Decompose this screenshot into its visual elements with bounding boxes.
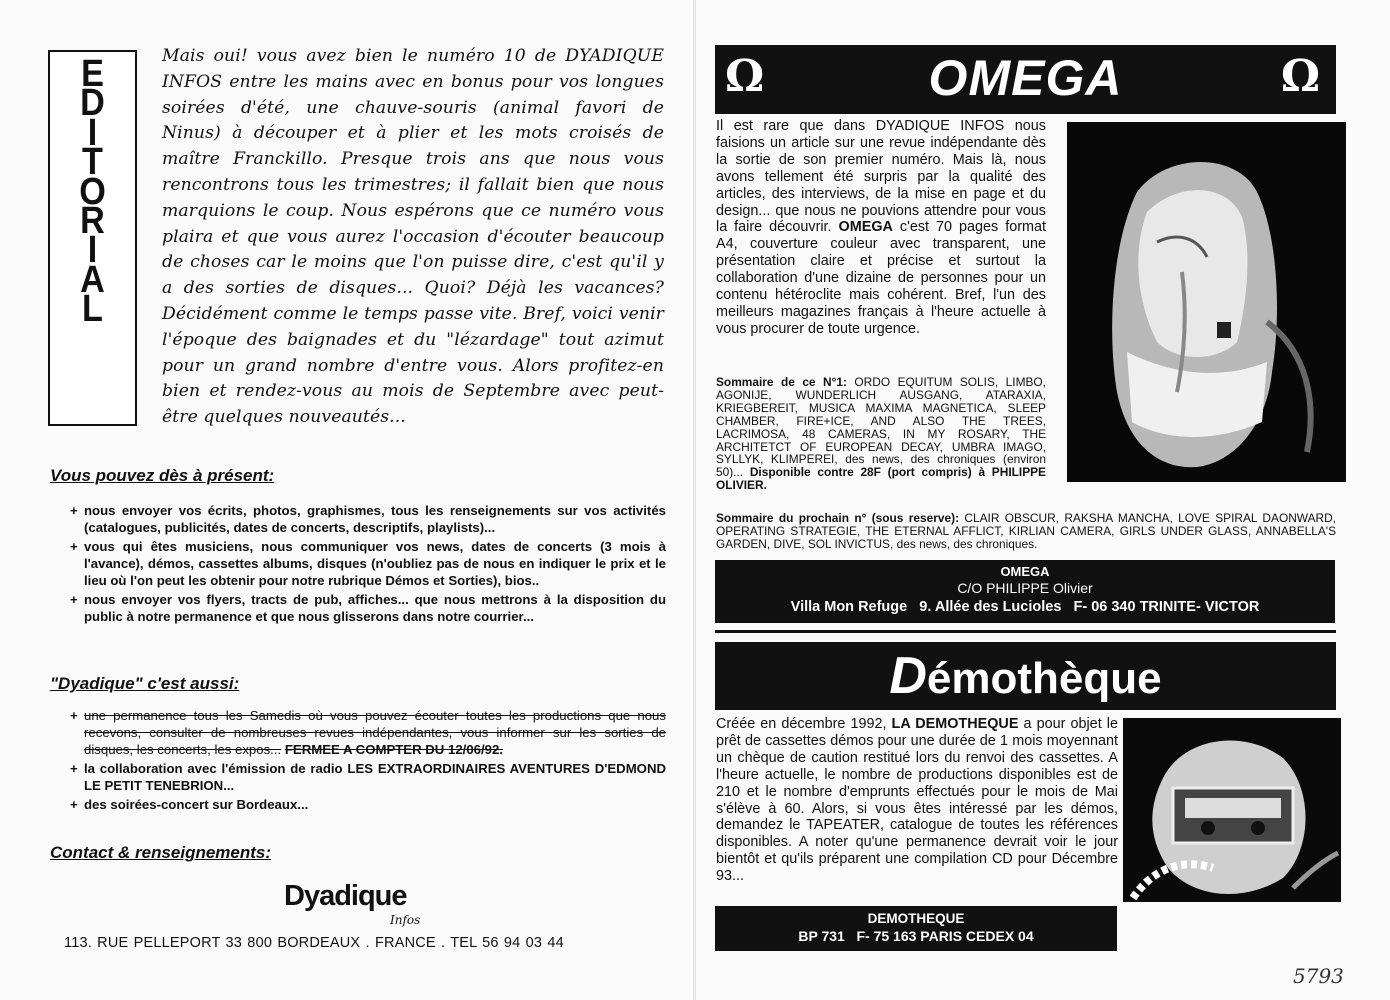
bullet-plus: +	[70, 592, 78, 607]
list-item-text: nous envoyer vos flyers, tracts de pub, affiches... que nous mettrons à la disposition du public à notre permanence et que nous glisserons dans notre courrier...	[84, 592, 666, 624]
sommaire-1-label: Sommaire de ce N°1:	[716, 375, 847, 389]
list-item-text: des soirées-concert sur Bordeaux...	[84, 797, 309, 812]
list-item	[70, 796, 666, 813]
struck-note: FERMEE A COMPTER DU 12/06/92.	[284, 742, 503, 757]
omega-text-part: c'est 70 pages format A4, couverture couleur avec transparent, une présentation claire et précise et surtout la collaboration d'une dizaine de personnes pour un contenu hétéroclite mais cohérent. Bref, l'un des meilleurs magazines français à l'heure actuelle à vous procurer de toute urgence.	[716, 219, 1046, 337]
editorial-letter: A	[80, 258, 105, 301]
list-item	[70, 591, 666, 625]
editorial-heading	[50, 53, 135, 331]
omega-sommaire-1	[716, 376, 1046, 492]
right-page	[695, 0, 1390, 1000]
list-item	[70, 760, 666, 794]
editorial-text: Mais oui! vous avez bien le numéro 10 de DYADIQUE INFOS entre les mains avec en bonus pour vos longues soirées d'été, une chauve-souris (animal favori de Ninus) à découper et à plier et les mots croisés de maître Franckillo. Presque trois ans que nous vous rencontrons tous les trimestres; il fallait bien que nous marquions le coup. Nous espérons que ce numéro vous plaira et que vous aurez l'occasion d'écouter beaucoup de choses car le moins que l'on puisse dire, c'est qu'il y a des sorties de disques... Quoi? Déjà les vacances? Décidément comme le temps passe vite. Bref, voici venir l'époque des baignades et du "lézardage" tout azimut pour un grand nombre d'entre vous. Alors profitez-en bien et rendez-vous au mois de Septembre avec peut-être quelques nouveautés...	[162, 46, 664, 428]
section-divider	[715, 630, 1336, 633]
sommaire-2-text: CLAIR OBSCUR, RAKSHA MANCHA, LOVE SPIRAL DAONWARD, OPERATING STRATEGIE, THE ETERNAL AFFLICT, KIRLIAN CAMERA, GIRLS UNDER GLASS, ANNABELLA'S GARDEN, DIVE, SOL INVICTUS, des news, des chroniques.	[716, 511, 1336, 551]
editorial-heading-box	[48, 50, 137, 426]
omega-banner	[715, 45, 1336, 114]
list-item-text: la collaboration avec l'émission de radio LES EXTRAORDINAIRES AVENTURES D'EDMOND LE PETIT TENEBRION...	[84, 761, 666, 793]
dyadique-logo-sub: Infos	[390, 913, 421, 927]
list-item-text: nous envoyer vos écrits, photos, graphismes, tous les renseignements sur vos activités (catalogues, publicités, dates de concerts, descriptifs, playlists)...	[84, 503, 666, 535]
list-item	[70, 538, 666, 589]
omega-cover-photo	[1067, 122, 1346, 482]
sommaire-1-text: ORDO EQUITUM SOLIS, LIMBO, AGONIJE, WUNDERLICH AUSGANG, ATARAXIA, KRIEGBEREIT, MUSICA MAXIMA MAGNETICA, SLEEP CHAMBER, FIRE+ICE, AND ALSO THE TREES, LACRIMOSA, 48 CAMERAS, IN MY ROSARY, THE ARCHITETCT OF EUROPEAN DECAY, UMBRA IMAGO, SYLLYK, KLIMPEREI, des news, des chroniques (environ 50)...	[716, 375, 1046, 480]
omega-address-box	[715, 560, 1335, 623]
cassette-face-image	[1123, 718, 1341, 902]
demotheque-address-box	[715, 906, 1117, 951]
demotheque-banner	[715, 642, 1336, 710]
sommaire-2-label: Sommaire du prochain n° (sous reserve):	[716, 511, 960, 525]
omega-text-part: Il est rare que dans DYADIQUE INFOS nous faisions un article sur une revue indépendante dès la sortie de son premier numéro. Mais là, nous avons tellement été surpris par la qualité des articles, des interviews, de la mise en page et du design... que nous ne pouvions attendre pour vous la faire découvrir.	[716, 118, 1046, 236]
editorial-letter: E	[81, 53, 104, 95]
demotheque-photo	[1123, 718, 1341, 902]
demotheque-title: émothèque	[926, 654, 1162, 703]
list-item-struck	[70, 707, 666, 758]
sommaire-1-availability: Disponible contre 28F (port compris) à PHILIPPE OLIVIER.	[716, 465, 1046, 493]
demotheque-title-initial: D	[889, 647, 927, 705]
contact-address: 113. RUE PELLEPORT 33 800 BORDEAUX . FRANCE . TEL 56 94 03 44	[64, 935, 564, 951]
omega-sommaire-2	[716, 512, 1336, 551]
demotheque-article-text	[716, 716, 1118, 885]
demo-text-bold: LA DEMOTHEQUE	[891, 716, 1019, 732]
editorial-letter: I	[87, 111, 98, 154]
editorial-letter: I	[87, 229, 98, 272]
omega-article-text	[716, 118, 1046, 338]
bullet-plus: +	[70, 708, 78, 723]
omega-address-name: OMEGA	[1000, 564, 1050, 579]
editorial-letter: L	[82, 288, 103, 331]
demo-text-part: Créée en décembre 1992,	[716, 716, 892, 732]
omega-text-bold: OMEGA	[838, 219, 893, 236]
omega-address-co: C/O PHILIPPE Olivier	[957, 580, 1093, 596]
dyadique-logo: Dyadique	[284, 880, 407, 912]
omega-symbol-right: Ω	[1280, 51, 1320, 102]
struck-text: une permanence tous les Samedis où vous pouvez écouter toutes les productions que nous recevons, consulter de nombreuses revues indépendantes, vous informer sur les sorties de disques, les concerts, les expos...	[84, 708, 666, 757]
editorial-letter: O	[79, 170, 106, 213]
section-heading-contact: Contact & renseignements:	[50, 843, 272, 862]
bullet-plus: +	[70, 539, 78, 554]
omega-title: OMEGA	[928, 50, 1123, 106]
bullet-plus: +	[70, 761, 78, 776]
list-item-text: vous qui êtes musiciens, nous communiquer vos news, dates de concerts (3 mois à l'avance), démos, cassettes albums, disques (n'oubliez pas de nous en indiquer le prix et le lieu où l'on peut les obtenir pour notre rubrique Démos et Sorties), bios..	[84, 539, 666, 588]
editorial-letter: R	[80, 200, 105, 243]
bullet-plus: +	[70, 503, 78, 518]
omega-address-street: Villa Mon Refuge 9. Allée des Lucioles F- 06 340 TRINITE- VICTOR	[790, 599, 1260, 615]
page-number-right: 3	[1325, 46, 1333, 61]
list-item	[70, 502, 666, 536]
aussi-list	[70, 707, 666, 813]
editorial-letter: T	[82, 141, 103, 184]
section-heading-aussi: "Dyadique" c'est aussi:	[50, 674, 240, 693]
section-heading-present: Vous pouvez dès à présent:	[50, 466, 275, 485]
demotheque-address-name: DEMOTHEQUE	[867, 911, 965, 926]
present-list	[70, 502, 666, 625]
masked-face-image	[1067, 122, 1346, 482]
demotheque-address-line: BP 731 F- 75 163 PARIS CEDEX 04	[798, 928, 1034, 944]
handwritten-number: 5793	[1293, 964, 1344, 988]
demo-text-part: a pour objet le prêt de cassettes démos pour une durée de 1 mois moyennant un chèque de caution restitué lors du renvoi des cassettes. A l'heure actuelle, le nombre de productions disponibles est de 210 et le nombre d'emprunts effectués pour le mois de Mai s'élève à 60. Alors, si vous êtes intéressé par les démos, demandez le TAPEATER, catalogue de toutes les références disponibles. A noter qu'une permanence devrait voir le jour bientôt et qu'ils préparent une compilation CD pour Décembre 93...	[716, 716, 1118, 885]
editorial-letter: D	[80, 82, 105, 125]
bullet-plus: +	[70, 797, 78, 812]
omega-symbol-left: Ω	[725, 51, 765, 102]
